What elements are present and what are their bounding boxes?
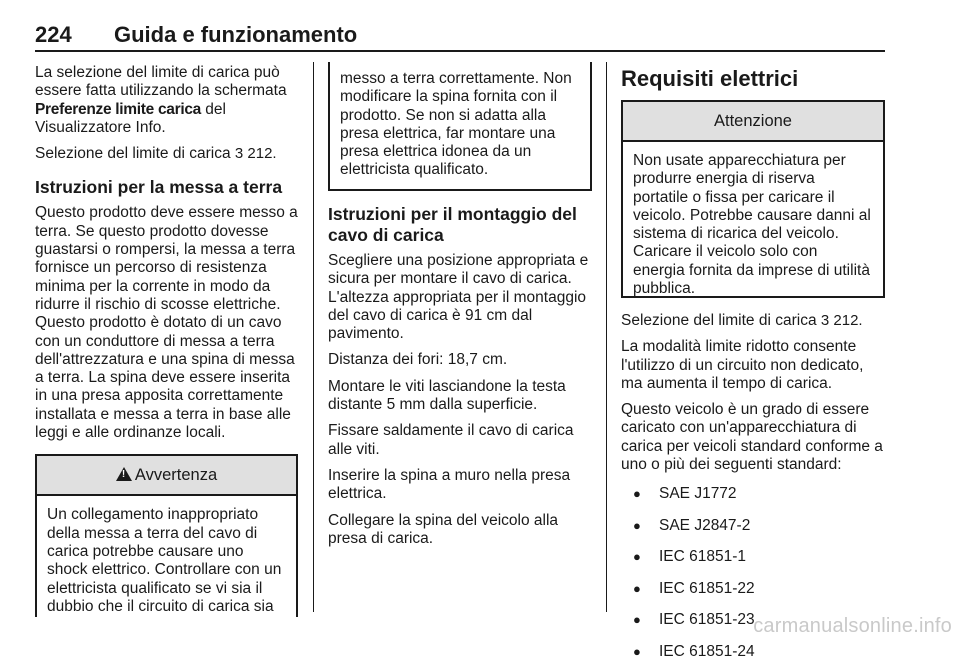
warning-box-continued xyxy=(328,62,592,191)
paragraph-limit-reference: Selezione del limite di carica 3 212. xyxy=(35,145,277,163)
paragraph-limit-reference-2: Selezione del limite di carica 3 212. xyxy=(621,312,863,329)
paragraph-reduced-mode: La modalità limite ridotto consente l'utilizzo di un circuito non dedicato, ma aumenta il tempo di carica. xyxy=(621,338,864,392)
list-item: ● IEC 61851-24 xyxy=(621,640,885,664)
caution-header: Attenzione xyxy=(623,102,883,142)
paragraph-limit-selection: La selezione del limite di carica può essere fatta utilizzando la schermata Preferenze limite carica del Visualizzatore Info. xyxy=(35,64,287,136)
list-item: ● SAE J2847-2 xyxy=(621,514,885,538)
list-item: ● IEC 61851-23 xyxy=(621,608,885,632)
warning-body: Un collegamento inappropriato della messa a terra del cavo di carica potrebbe causare uno shock elettrico. Controllare con un elettricista qualificato se vi sia il dubbio che il circuito di carica sia xyxy=(47,506,282,615)
paragraph-fix-cable: Fissare saldamente il cavo di carica alle viti. xyxy=(328,422,574,458)
paragraph-screws: Montare le viti lasciandone la testa distante 5 mm dalla superficie. xyxy=(328,377,566,414)
paragraph-vehicle-plug: Collegare la spina del veicolo alla presa di carica. xyxy=(328,511,559,547)
section-title: Guida e funzionamento xyxy=(114,22,358,47)
column-divider-1 xyxy=(313,62,314,612)
paragraph-hole-distance: Distanza dei fori: 18,7 cm. xyxy=(328,351,508,369)
caution-box xyxy=(621,100,885,298)
list-item: ● SAE J1772 xyxy=(621,482,885,506)
paragraph-wall-plug: Inserire la spina a muro nella presa elettrica. xyxy=(328,466,571,503)
warning-body-continued: messo a terra correttamente. Non modificare la spina fornita con il prodotto. Se non si adatta alla presa elettrica, far montare una presa elettrica idonea da un elettricista qualificato. xyxy=(340,70,572,179)
watermark-logo: carmanualsonline.info xyxy=(753,615,952,637)
page-reference: 3 212. xyxy=(234,145,277,163)
warning-box xyxy=(35,454,298,617)
paragraph-mount-position: Scegliere una posizione appropriata e sicura per montare il cavo di carica. L'altezza appropriata per il montaggio del cavo di carica è 91 cm dal pavimento. xyxy=(328,252,589,343)
warning-triangle-icon: ! xyxy=(116,467,132,481)
page-number: 224 xyxy=(35,22,72,47)
heading-electrical-requirements: Requisiti elettrici xyxy=(621,66,799,91)
page-reference: 3 212. xyxy=(820,312,863,329)
heading-grounding: Istruzioni per la messa a terra xyxy=(35,177,283,198)
page-header xyxy=(35,22,885,50)
column-divider-2 xyxy=(606,62,607,612)
heading-mounting: Istruzioni per il montaggio del cavo di carica xyxy=(328,204,577,245)
list-item: ● IEC 61851-22 xyxy=(621,577,885,601)
ui-term: Preferenze limite carica xyxy=(35,100,201,118)
warning-header: ! Avvertenza xyxy=(37,456,296,496)
header-rule xyxy=(35,50,885,52)
paragraph-standards-intro: Questo veicolo è un grado di essere caricato con un'apparecchiatura di carica per veicoli standard conforme a uno o più dei seguenti standard: xyxy=(621,401,883,474)
list-item: ● IEC 61851-1 xyxy=(621,545,885,569)
column-right xyxy=(621,64,885,671)
column-left xyxy=(35,64,298,617)
column-middle xyxy=(328,62,592,556)
paragraph-grounding: Questo prodotto deve essere messo a terra. Se questo prodotto dovesse guastarsi o rompersi, la messa a terra fornisce un percorso di resistenza minima per la corrente in modo da ridurre il rischio di scosse elettriche. Questo prodotto è dotato di un cavo con un conduttore di messa a terra dell'attrezzatura e una spina di messa a terra. La spina deve essere inserita in una presa apposita correttamente installata e messa a terra in base alle leggi e alle ordinanze locali. xyxy=(35,204,298,442)
caution-body: Non usate apparecchiatura per produrre energia di riserva portatile o fissa per caricare il veicolo. Potrebbe causare danni al sistema di ricarica del veicolo. Caricare il veicolo solo con energia fornita da imprese di utilità pubblica. xyxy=(633,152,871,298)
